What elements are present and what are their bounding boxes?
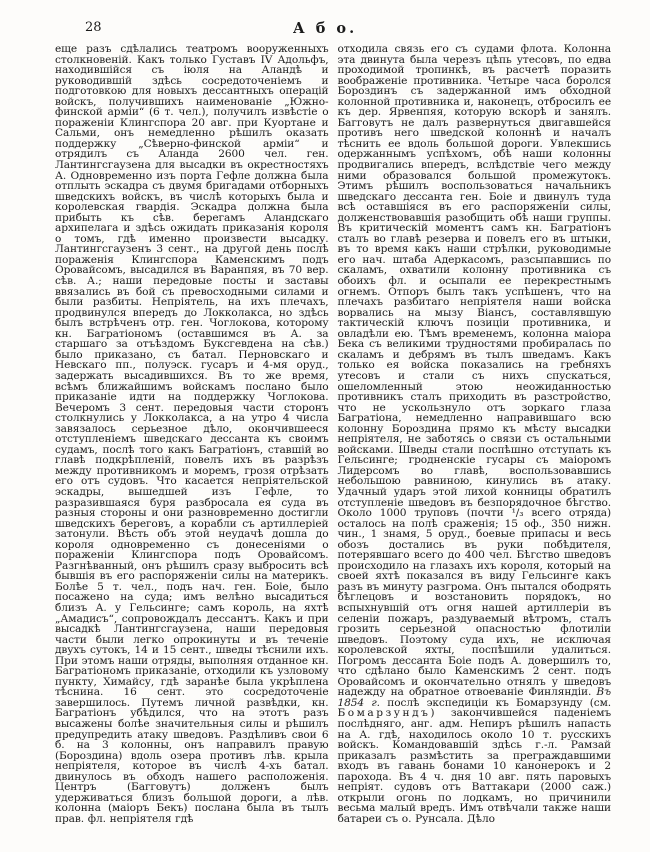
text-column-left [55, 44, 329, 824]
article-text-left: еще разъ сдѣлались театромъ вооруженныхъ столкновеній. Какъ только Густавъ IV Адольфъ, находившійся съ іюля на Аландѣ и руководившій здѣсь сосредоточеніемъ и подготовкою для новыхъ дессантныхъ операцій войскъ, получившихъ наименованіе „Южно-финской арміи“ (6 т. чел.), получилъ извѣстіе о пораженіи Клингспора 20 авг. при Куортане и Сальми, онъ немедленно рѣшилъ оказать поддержку „Сѣверно-финской арміи“ и отрядилъ съ Аланда 2600 чел. ген. Лантингсгаузена для высадки въ окрестностяхъ А. Одновременно изъ порта Гефле должна была отплыть эскадра съ двумя бригадами отборныхъ шведскихъ войскъ, въ числѣ которыхъ была и королевская гвардія. Эскадра должна была прибыть къ сѣв. берегамъ Аландскаго архипелага и здѣсь ожидать приказанія короля о томъ, гдѣ именно произвести высадку. Лантингсгаузенъ 3 сент., на другой день послѣ пораженія Клингспора Каменскимъ подъ Оровайсомъ, высадился въ Варанпяя, въ 70 вер. сѣв. А.; наши передовые посты и заставы ввязались въ бой съ превосходными силами и были разбиты. Непріятель, на ихъ плечахъ, продвинулся впередъ до Локколакса, но здѣсь былъ встрѣченъ отр. ген. Чоглокова, которому кн. Багратіономъ (оставшимся въ А. за старшаго за отъѣздомъ Буксгевдена на сѣв.) было приказано, съ батал. Перновскаго и Невскаго пп., полуэск. гусаръ и 4-мя оруд., задержать высадившихся. Въ то же время, всѣмъ ближайшимъ войскамъ послано было приказаніе идти на поддержку Чоглокова. Вечеромъ 3 сент. передовыя части сторонъ столкнулись у Локколакса, а на утро 4 числа завязалось серьезное дѣло, окончившееся отступленіемъ шведскаго дессанта къ своимъ судамъ, послѣ того какъ Багратіонъ, ставшій во главѣ подкрѣпленій, повелъ ихъ въ разрѣзъ между противникомъ и моремъ, грозя отрѣзать его отъ судовъ. Что касается непріятельской эскадры, вышедшей изъ Гефле, то разразившаяся буря разбросала ея суда въ разныя стороны и они разновременно достигли шведскихъ береговъ, а корабли съ артиллеріей затонули. Вѣсть объ этой неудачѣ дошла до короля одновременно съ донесеніями о пораженіи Клингспора подъ Оровайсомъ. Разгнѣванный, онъ рѣшилъ сразу выбросить всѣ бывшія въ его распоряженіи силы на материкъ. Болѣе 5 т. чел., подъ нач. ген. Боіе, было посажено на суда; имъ велѣно высадиться близъ А. у Гельсинге; самъ король, на яхтѣ „Амадисъ“, сопровождалъ дессантъ. Какъ и при высадкѣ Лантингсгаузена, наши передовыя части были легко опрокинуты и въ теченіе двухъ сутокъ, 14 и 15 сент., шведы тѣснили ихъ. При этомъ наши отряды, выполняя отданное кн. Багратіономъ приказаніе, отходили къ узловому пункту, Химайсу, гдѣ заранѣе была укрѣплена тѣснина. 16 сент. это сосредоточеніе завершилось. Путемъ личной развѣдки, кн. Багратіонъ убѣдился, что на этотъ разъ высажены болѣе значительныя силы и рѣшилъ предупредить атаку шведовъ. Раздѣливъ свои 6 б. на 3 колонны, онъ направилъ правую (Бороздина) вдоль озера противъ лѣв. крыла непріятеля, которое въ числѣ 4-хъ батал. двинулось въ обходъ нашего расположенія. Центръ (Багговутъ) долженъ былъ удерживаться близъ большой дороги, а лѣв. колонна (маіоръ Бекъ) послана была въ тылъ прав. фл. непріятеля гдѣ [55, 43, 329, 825]
article-text-right [338, 44, 612, 824]
text-column-right [338, 44, 612, 824]
text-columns [55, 44, 611, 824]
text-segment: отходила связь его съ судами флота. Колонна эта двинута была черезъ цѣпь утесовъ, по едва проходимой тропинкѣ, въ расчетѣ поразить воображеніе противника. Четыре часа боролся Бороздинъ съ задержанной имъ обходной колонной противника и, наконецъ, отбросилъ ее къ дер. Ярвенпяя, которую вскорѣ и занялъ. Багговутъ не далъ развернуться двигавшейся противъ него шведской колоннѣ и началъ тѣснить ее вдоль большой дороги. Увлекшись одержаннымъ успѣхомъ, обѣ наши колонны продвигались впередъ, вслѣдствіе чего между ними образовался большой промежутокъ. Этимъ рѣшилъ воспользоваться начальникъ шведскаго дессанта ген. Боіе и двинулъ туда всѣ оставшіяся въ его распоряженіи силы, долженствовавшія разобщить обѣ наши группы. Въ критическій моментъ самъ кн. Багратіонъ сталъ во главѣ резерва и повелъ его въ штыки, въ то время какъ наши стрѣлки, руководимые его нач. штаба Адеркасомъ, разсыпавшись по скаламъ, охватили колонну противника съ обоихъ фл. и осыпали ее перекрестнымъ огнемъ. Отпоръ былъ такъ успѣшенъ, что на плечахъ разбитаго непріятеля наши войска ворвались на мызу Віансъ, составлявшую тактическій ключъ позиціи противника, и овладѣли ею. Тѣмъ временемъ, колонна маіора Бека съ великими трудностями пробиралась по скаламъ и дебрямъ въ тылъ шведамъ. Какъ только ея войска показались на гребняхъ утесовъ и стали съ нихъ спускаться, ошеломленный этою неожиданностью противникъ сталъ приходить въ разстройство, что не ускользнуло отъ зоркаго глаза Багратіона, немедленно направившаго всю колонну Бороздина прямо къ мѣсту высадки непріятеля, не заботясь о связи съ остальными войсками. Шведы стали поспѣшно отступать къ Гельсинге; гродненскіе гусары съ маіоромъ Лидерсомъ во главѣ, воспользовавшись небольшою равниною, кинулись въ атаку. Удачный ударъ этой лихой конницы обратилъ отступленіе шведовъ въ безпорядочное бѣгство. Около 1000 труповъ (почти ¹/₃ всего отряда) осталось на полѣ сраженія; 15 оф., 350 нижн. чин., 1 знамя, 5 оруд., боевые припасы и весь обозъ достались въ руки побѣдителя, потерявшаго всего до 400 чел. Бѣгство шведовъ происходило на глазахъ ихъ короля, который на своей яхтѣ показался въ виду Гельсинге какъ разъ въ минуту разгрома. Онъ пытался ободрять бѣглецовъ и возстановить порядокъ, но вспыхнувшій отъ огня нашей артиллеріи въ селеніи пожаръ, раздуваемый вѣтромъ, сталъ грозить серьезной опасностью флотиліи шведовъ. Поэтому суда ихъ, не исключая королевской яхты, поспѣшили удалиться. Погромъ дессанта Боіе подъ А. довершилъ то, что сдѣлано было Каменскимъ 2 сент. подъ Оровайсомъ и окончательно отнялъ у шведовъ надежду на обратное отвоеваніе Финляндіи. [337, 43, 611, 699]
text-segment-spaced: Бомарзундъ [337, 707, 431, 720]
text-segment: послѣ экспедиціи къ Бомарзунду (см. [379, 696, 611, 709]
text-segment-italic: Въ 1854 г. [337, 686, 611, 709]
page-title: А б о. [292, 20, 358, 37]
page-header [0, 20, 650, 40]
page-number: 28 [85, 20, 102, 35]
text-segment: ) закончившейся паденіемъ послѣдняго, анг. адм. Непиръ рѣшилъ напасть на А. гдѣ, находилось около 10 т. русскихъ войскъ. Командовавшій здѣсь г.-л. Рамзай приказалъ размѣстить за преграждавшими входъ въ гавань бонами 10 канонерокъ и 2 парохода. Въ 4 ч. дня 10 авг. пять паровыхъ непріят. судовъ отъ Ваттакари (2000 саж.) открыли огонь по лодкамъ, но причинили весьма малый вредъ. Имъ отвѣчали также наши батареи съ о. Рунсала. Дѣло [337, 707, 611, 825]
